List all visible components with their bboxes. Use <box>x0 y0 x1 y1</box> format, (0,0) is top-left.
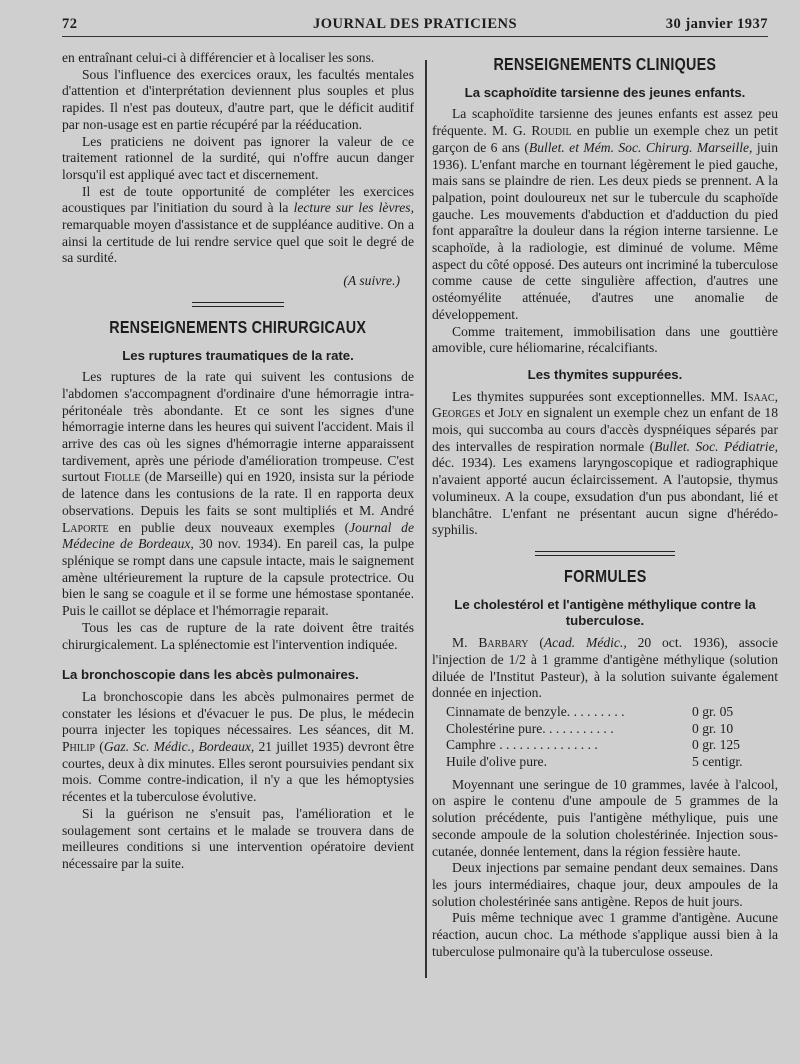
author-name: Isaac <box>743 388 775 404</box>
text-run: 30 nov. 1934). En pareil cas, la pulpe splénique se rompt dans une capsule intacte, mais le saignement amène ultérieurement la rupture de la capsule protectrice. Ou bien le sang se coagule et il se forme une hémostase spontanée. Puis le caillot se déplace et l'hémorragie reparait. <box>62 536 414 619</box>
section-title: FORMULES <box>563 565 647 586</box>
text-run: ( <box>95 739 104 755</box>
text-run: déc. 1934). Les examens laryngoscopique et radiographique n'avaient apporté aucun éclaircissement. A l'autopsie, thymus volumineux. A la coupe, exsudation d'un pus abondant, lié et blanchâtre. L'enfant ne présentant aucun signe d'hérédo-syphilis. <box>432 455 778 538</box>
text-run: remarquable moyen d'assistance et de suppléance auditive. On a ainsi la certitude de lui rendre service quel que soit le degré de sa surdité. <box>62 217 414 266</box>
citation: Acad. Médic., <box>543 635 627 651</box>
ingredient: Huile d'olive pure. <box>446 754 547 770</box>
text-run: en signalent un exemple chez un enfant de 18 mois, qui succomba au cours d'accès dyspnéiques séparés par des intervalles de respiration normale ( <box>432 405 778 454</box>
journal-title: JOURNAL DES PRATICIENS <box>312 16 518 32</box>
text-run: M. <box>452 635 479 651</box>
text-run: (de Marseille) qui en 1920, insista sur la période de latence dans les contusions de la rate. Il en rapporta deux observations. Depuis les faits se sont multipliés et M. André <box>62 469 414 518</box>
citation: Bullet. Soc. Pédiatrie, <box>654 438 779 454</box>
text-run: en publie un exemple chez un petit garçon de 6 ans ( <box>432 123 779 155</box>
paragraph <box>62 369 414 620</box>
text-run: 20 oct. 1936), associe l'injection de 1/2 à 1 gramme d'antigène méthylique (solution diluée de l'Institut Pasteur), à la solution suivante également donnée en injection. <box>432 635 778 701</box>
ingredient: Camphre . . . . . . . . . . . . . . . <box>446 737 598 753</box>
paragraph <box>432 389 778 539</box>
quantity: 0 gr. 05 <box>692 703 734 719</box>
continued-note: (A suivre.) <box>343 273 400 289</box>
paragraph <box>432 106 778 323</box>
paragraph <box>432 635 778 702</box>
running-header <box>62 12 768 37</box>
double-rule <box>535 551 675 556</box>
double-rule <box>192 302 284 307</box>
text-run: 21 juillet 1935) devront être courtes, deux à dix minutes. Elles seront poursuivies pendant six mois. Comme contre-indication, il n'y a que les hémoptysies récentes et la tuberculose évolutive. <box>62 739 414 805</box>
paragraph: Deux injections par semaine pendant deux semaines. Dans les jours intermédiaires, chaque jour, deux ampoules de la solution cholestérinée sans antigène. Repos de huit jours. <box>432 860 778 909</box>
section-title: RENSEIGNEMENTS CHIRURGICAUX <box>109 316 367 337</box>
article-title: La bronchoscopie dans les abcès pulmonaires. <box>62 667 359 683</box>
section-heading-cliniques <box>432 56 778 75</box>
formula-row <box>432 721 778 738</box>
citation: Bullet. et Mém. Soc. Chirurg. Marseille, <box>528 139 753 155</box>
text-run: , <box>774 388 778 404</box>
paragraph: Comme traitement, immobilisation dans une gouttière amovible, cure héliomarine, récalcifiants. <box>432 323 778 356</box>
article-title: Les thymites suppurées. <box>527 366 683 382</box>
quantity: 0 gr. 10 <box>692 720 734 736</box>
page-number: 72 <box>62 16 78 32</box>
article-title: Le cholestérol et l'antigène méthylique contre la tuberculose. <box>454 596 756 629</box>
paragraph: en entraînant celui-ci à différencier et à localiser les sons. <box>62 50 375 65</box>
right-column <box>432 50 778 960</box>
text-run: et <box>480 405 499 421</box>
issue-date: 30 janvier 1937 <box>665 16 768 32</box>
text-run: ( <box>528 635 544 651</box>
section-heading-formules <box>432 551 778 587</box>
paragraph: Sous l'influence des exercices oraux, les facultés mentales d'attention et d'interprétation deviennent plus souples et plus rapides. Il n'est pas douteux, d'autre part, que le déficit auditif par non-usage est en partie récupéré par la rééducation. <box>62 66 414 132</box>
paragraph: Si la guérison ne s'ensuit pas, l'amélioration et le soulagement sont certains et le malade se trouvera dans de meilleures conditions si une intervention opératoire devient nécessaire par la suite. <box>62 805 414 871</box>
author-name: Roudil <box>531 123 572 139</box>
formula-row <box>432 737 778 754</box>
text-run: Les thymites suppurées sont exceptionnelles. MM. <box>452 388 744 404</box>
author-name: Laporte <box>62 519 109 535</box>
emphasis: lecture sur les lèvres, <box>293 200 415 216</box>
paragraph <box>62 689 414 806</box>
paragraph: Tous les cas de rupture de la rate doivent être traités chirurgicalement. La splénectomie est l'intervention indiquée. <box>62 619 414 652</box>
text-run: en publie deux nouveaux exemples ( <box>108 519 350 535</box>
text-run: La bronchoscopie dans les abcès pulmonaires permet de constater les lésions et d'évacuer le pus. De plus, le médecin pourra injecter les topiques nécessaires. Les séances, dit M. <box>62 688 414 738</box>
left-column <box>62 50 414 873</box>
author-name: Fiolle <box>103 469 141 485</box>
citation: Journal de Médecine de Bordeaux, <box>62 519 414 552</box>
ingredient: Cinnamate de benzyle. . . . . . . . . <box>446 703 625 719</box>
formula-row <box>432 704 778 721</box>
paragraph: Les praticiens ne doivent pas ignorer la valeur de ce traitement rationnel de la surdité, qui n'offre aucun danger lorsqu'il est appliqué avec tact et discernement. <box>62 133 414 182</box>
text-run: La scaphoïdite tarsienne des jeunes enfants est assez peu fréquente. M. G. <box>432 106 778 139</box>
author-name: Philip <box>62 739 96 755</box>
paragraph: Moyennant une seringue de 10 grammes, lavée à l'alcool, on aspire le contenu d'une ampoule de 5 grammes de la solution précédente, puis l'antigène méthylique, puis une seconde ampoule de la solution cholestérinée. Injection sous-cutanée, donnée lentement, dans la région fessière haute. <box>432 776 778 859</box>
article-title: La scaphoïdite tarsienne des jeunes enfants. <box>464 84 746 100</box>
text-run: Les ruptures de la rate qui suivent les contusions de l'abdomen s'accompagnent d'ordinaire d'une hémorragie intra-péritonéale très abondante. Et ce sont les signes d'une hémorragie interne dans les heures qui suivent l'accident. Mais il arrive des cas où les signes d'hémorragie interne apparaissent tardivement, après une période d'amélioration trompeuse. C'est surtout <box>62 369 415 485</box>
text-run: juin 1936). L'enfant marche en tournant légèrement le pied gauche, mais sans se plaindre de rien. Les deux pieds se prennent. A la palpation, point douloureux net sur le tubercule du scaphoïde gauche. Les mouvements d'abduction et d'adduction du pied font apparaître la douleur dans la région interne tarsienne. Le scaphoïde, à la radiologie, est diminué de volume. Même aspect du côté opposé. Des auteurs ont incriminé la tuberculose comme cause de cette singulière affection, d'autres une ostéomyélite atténuée, d'autres une anomalie de développement. <box>432 139 778 322</box>
ingredient: Cholestérine pure. . . . . . . . . . . <box>446 720 614 736</box>
quantity: 0 gr. 125 <box>692 737 740 753</box>
author-name: Barbary <box>478 635 529 651</box>
text-run: Il est de toute opportunité de compléter les exercices acoustiques par l'initiation du sourd à la <box>62 183 414 216</box>
formula-table <box>432 704 778 771</box>
paragraph <box>62 184 414 268</box>
paragraph: Puis même technique avec 1 gramme d'antigène. Aucune réaction, aucun choc. La méthode s'applique aussi bien à la tuberculose pulmonaire qu'à la tuberculose osseuse. <box>432 910 778 959</box>
quantity: 5 centigr. <box>692 754 743 770</box>
author-name: Joly <box>498 405 524 421</box>
article-title: Les ruptures traumatiques de la rate. <box>122 347 354 363</box>
column-divider <box>425 60 427 978</box>
author-name: Georges <box>432 405 481 421</box>
citation: Gaz. Sc. Médic., Bordeaux, <box>103 739 255 755</box>
section-title: RENSEIGNEMENTS CLINIQUES <box>493 54 717 74</box>
section-heading-chirurgicaux <box>62 302 414 338</box>
formula-row <box>432 754 778 771</box>
